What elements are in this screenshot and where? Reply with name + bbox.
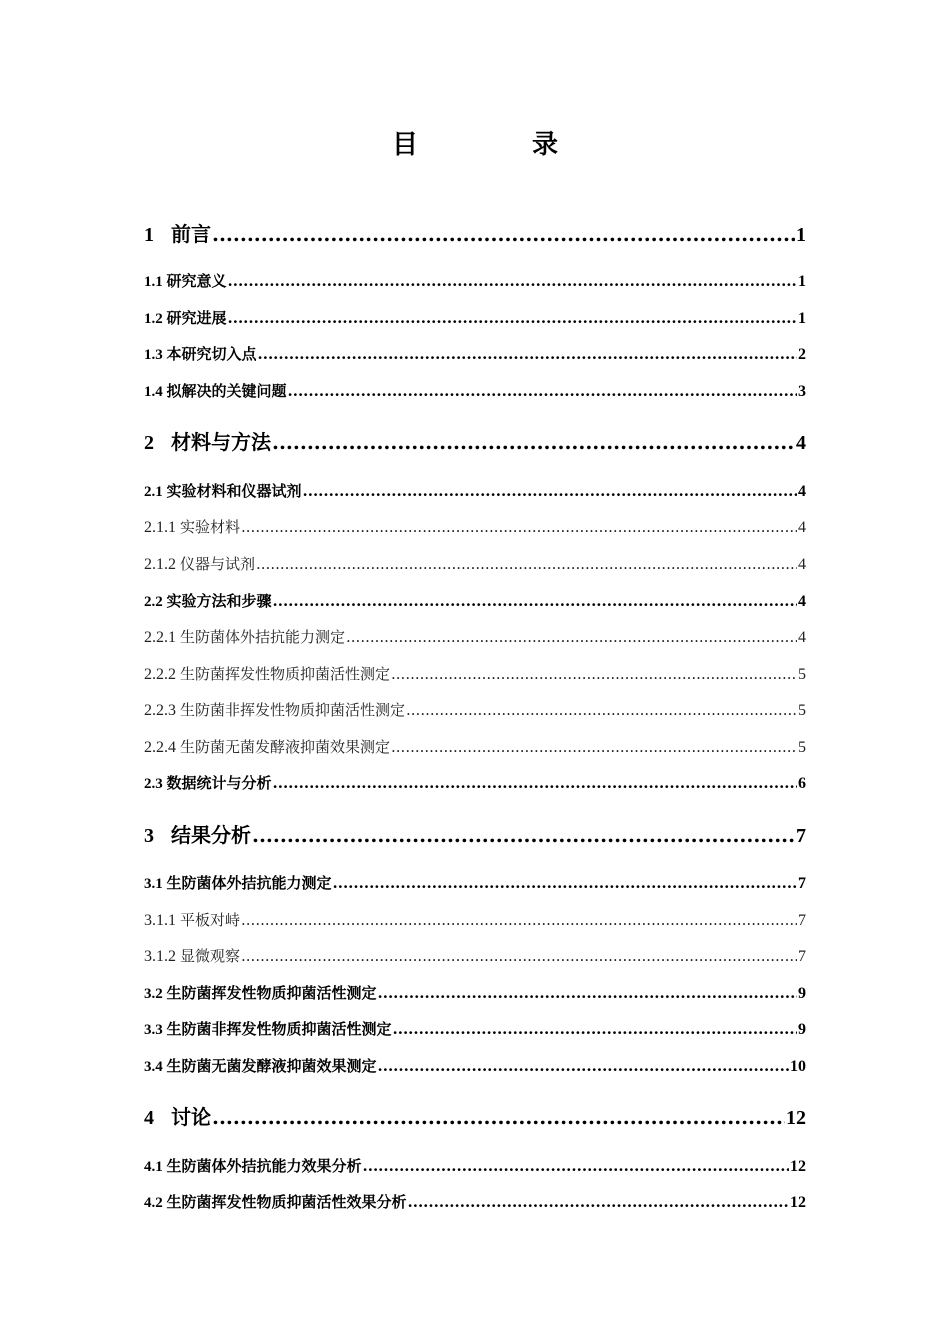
- page-title: 目 录: [391, 130, 602, 160]
- toc-entry[interactable]: [144, 663, 806, 684]
- toc-entry[interactable]: [144, 945, 806, 966]
- toc-leader-dots: [346, 628, 797, 646]
- toc-leader-dots: [378, 1057, 789, 1075]
- toc-entry-page: 4: [796, 432, 806, 454]
- toc-entry[interactable]: [144, 909, 806, 930]
- toc-entry-title: 生防菌体外拮抗能力测定: [180, 628, 346, 646]
- toc-entry-number: 2: [144, 432, 159, 454]
- toc-entry[interactable]: [144, 1155, 806, 1176]
- toc-entry[interactable]: [144, 516, 806, 537]
- toc-entry[interactable]: [144, 553, 806, 574]
- toc-entry-number: 2.1: [144, 484, 167, 500]
- toc-entry-title: 数据统计与分析: [166, 774, 272, 792]
- toc-entry-page: 5: [798, 702, 806, 719]
- toc-entry-page: 12: [790, 1158, 806, 1175]
- toc-leader-dots: [273, 592, 797, 610]
- toc-entry-title: 实验方法和步骤: [166, 592, 272, 610]
- toc-entry-page: 7: [798, 875, 806, 892]
- toc-entry-title: 前言: [171, 222, 211, 246]
- toc-leader-dots: [228, 309, 797, 327]
- toc-entry-title: 本研究切入点: [166, 345, 257, 363]
- toc-entry-page: 12: [786, 1107, 806, 1129]
- toc-entry-title: 拟解决的关键问题: [166, 382, 287, 400]
- toc-entry-page: 12: [790, 1194, 806, 1211]
- toc-entry-title: 平板对峙: [180, 911, 241, 929]
- toc-entry-number: 3.2: [144, 986, 167, 1002]
- toc-entry-page: 6: [798, 775, 806, 792]
- toc-entry-number: 4.1: [144, 1159, 167, 1175]
- toc-entry-number: 1.2: [144, 311, 167, 327]
- toc-entry[interactable]: [144, 982, 806, 1003]
- toc-leader-dots: [212, 1105, 785, 1129]
- toc-entry[interactable]: [144, 736, 806, 757]
- toc-leader-dots: [272, 430, 795, 454]
- toc-leader-dots: [258, 345, 797, 363]
- toc-entry[interactable]: [144, 218, 806, 247]
- toc-leader-dots: [252, 823, 795, 847]
- toc-entry-number: 2.3: [144, 776, 167, 792]
- toc-leader-dots: [393, 1020, 797, 1038]
- toc-entry[interactable]: [144, 819, 806, 848]
- toc-entry[interactable]: [144, 1191, 806, 1212]
- toc-leader-dots: [212, 222, 795, 246]
- toc-entry[interactable]: [144, 1055, 806, 1076]
- toc-entry[interactable]: [144, 270, 806, 291]
- toc-entry-number: 1: [144, 224, 159, 246]
- toc-leader-dots: [333, 874, 797, 892]
- toc-entry-number: 2.1.1: [144, 519, 180, 536]
- toc-entry-page: 7: [798, 948, 806, 965]
- toc-entry-title: 研究意义: [166, 272, 227, 290]
- toc-leader-dots: [378, 984, 797, 1002]
- toc-entry-title: 生防菌无菌发酵液抑菌效果测定: [166, 1057, 377, 1075]
- toc-entry-title: 材料与方法: [171, 430, 271, 454]
- toc-leader-dots: [256, 555, 797, 573]
- toc-leader-dots: [288, 382, 797, 400]
- toc-entry[interactable]: [144, 699, 806, 720]
- toc-entry-number: 3.3: [144, 1022, 167, 1038]
- toc-entry-number: 3.1.1: [144, 912, 180, 929]
- toc-entry-title: 实验材料和仪器试剂: [166, 482, 302, 500]
- toc-entry-number: 2.2.3: [144, 702, 180, 719]
- toc-entry-page: 1: [796, 224, 806, 246]
- toc-entry-number: 2.1.2: [144, 556, 180, 573]
- toc-entry-number: 1.3: [144, 347, 167, 363]
- toc-entry-page: 7: [796, 825, 806, 847]
- toc-leader-dots: [228, 272, 797, 290]
- toc-entry-page: 4: [798, 629, 806, 646]
- toc-entry-page: 1: [798, 273, 806, 290]
- toc-entry[interactable]: [144, 1018, 806, 1039]
- toc-entry-page: 5: [798, 666, 806, 683]
- toc-entry[interactable]: [144, 626, 806, 647]
- toc-entry-page: 1: [798, 310, 806, 327]
- toc-entry-title: 生防菌挥发性物质抑菌活性效果分析: [166, 1193, 407, 1211]
- toc-entry-title: 生防菌无菌发酵液抑菌效果测定: [180, 738, 391, 756]
- toc-entry[interactable]: [144, 480, 806, 501]
- toc-entry[interactable]: [144, 590, 806, 611]
- toc-entry-page: 5: [798, 739, 806, 756]
- toc-entry-number: 2.2: [144, 594, 167, 610]
- toc-entry-page: 2: [798, 346, 806, 363]
- toc-entry-title: 讨论: [171, 1105, 211, 1129]
- toc-entry[interactable]: [144, 426, 806, 455]
- toc-entry-title: 生防菌体外拮抗能力测定: [166, 874, 332, 892]
- toc-entry-number: 3.4: [144, 1059, 167, 1075]
- toc-entry-title: 生防菌挥发性物质抑菌活性测定: [180, 665, 391, 683]
- toc-leader-dots: [363, 1157, 789, 1175]
- toc-entry-number: 2.2.4: [144, 739, 180, 756]
- toc-leader-dots: [391, 665, 797, 683]
- toc-leader-dots: [391, 738, 797, 756]
- toc-entry-page: 3: [798, 383, 806, 400]
- toc-entry-title: 仪器与试剂: [180, 555, 256, 573]
- toc-entry[interactable]: [144, 343, 806, 364]
- toc-leader-dots: [241, 911, 797, 929]
- toc-entry[interactable]: [144, 1101, 806, 1130]
- toc-entry[interactable]: [144, 307, 806, 328]
- toc-entry-page: 4: [798, 593, 806, 610]
- toc-leader-dots: [406, 701, 797, 719]
- toc-entry-title: 生防菌体外拮抗能力效果分析: [166, 1157, 362, 1175]
- toc-leader-dots: [241, 518, 797, 536]
- toc-entry-number: 1.4: [144, 384, 167, 400]
- toc-entry-title: 实验材料: [180, 518, 241, 536]
- toc-entry-page: 4: [798, 556, 806, 573]
- toc-entry-number: 2.2.1: [144, 629, 180, 646]
- toc-entry-page: 9: [798, 985, 806, 1002]
- toc-entry-number: 3.1.2: [144, 948, 180, 965]
- toc-entry-number: 3.1: [144, 876, 167, 892]
- toc-entry-page: 9: [798, 1021, 806, 1038]
- toc-entry-page: 10: [790, 1058, 806, 1075]
- toc-entry-title: 研究进展: [166, 309, 227, 327]
- toc-entry-title: 生防菌挥发性物质抑菌活性测定: [166, 984, 377, 1002]
- toc-entry-page: 4: [798, 483, 806, 500]
- toc-leader-dots: [273, 774, 797, 792]
- toc-entry-title: 生防菌非挥发性物质抑菌活性测定: [180, 701, 406, 719]
- toc-entry[interactable]: [144, 872, 806, 893]
- toc-entry-title: 生防菌非挥发性物质抑菌活性测定: [166, 1020, 392, 1038]
- toc-leader-dots: [408, 1193, 789, 1211]
- toc-entry-page: 7: [798, 912, 806, 929]
- toc-entry-number: 4.2: [144, 1195, 167, 1211]
- toc-leader-dots: [303, 482, 797, 500]
- toc-entry-number: 2.2.2: [144, 666, 180, 683]
- toc-entry[interactable]: [144, 380, 806, 401]
- toc-entry-page: 4: [798, 519, 806, 536]
- toc-leader-dots: [241, 947, 797, 965]
- toc-entry-title: 结果分析: [171, 823, 251, 847]
- toc-entry-number: 4: [144, 1107, 159, 1129]
- toc-entry-number: 3: [144, 825, 159, 847]
- toc-entry-number: 1.1: [144, 274, 167, 290]
- toc-entry-title: 显微观察: [180, 947, 241, 965]
- toc-entry[interactable]: [144, 772, 806, 793]
